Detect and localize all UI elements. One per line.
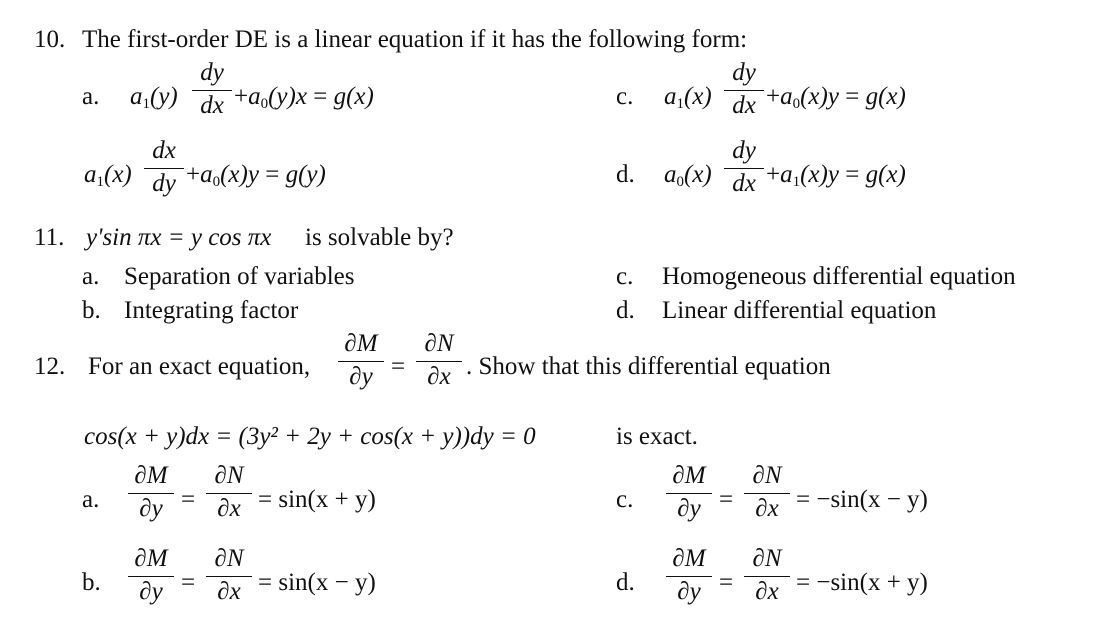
q12-a-equals: =	[181, 486, 196, 513]
q11-choice-c-label: c.	[616, 263, 634, 290]
q10-b-rhs: $+a_0(x)y = g(y)$	[186, 161, 326, 190]
q10-c-dydx: dy dx	[722, 60, 766, 122]
q12-number: 12.	[34, 353, 66, 380]
q12-a-rhs: = sin(x + y)	[258, 486, 376, 513]
q12-equation-suffix: is exact.	[616, 423, 698, 450]
q12-choice-a-label: a.	[82, 486, 100, 513]
q12-c-dMdy: ∂M ∂y	[664, 463, 714, 525]
q12-b-dMdy: ∂M ∂y	[126, 546, 176, 608]
q12-prefix: For an exact equation,	[88, 353, 311, 380]
q12-equals: =	[391, 353, 406, 380]
q10-choice-a-label: a.	[82, 83, 100, 110]
q11-choice-d-label: d.	[616, 297, 635, 324]
q10-choice-c-label: c.	[616, 83, 634, 110]
q11-suffix: is solvable by?	[305, 224, 454, 251]
q12-d-equals: =	[719, 569, 734, 596]
q10-d-lhs: $a_0(x)$	[664, 161, 712, 190]
q11-choice-a-label: a.	[82, 263, 100, 290]
q12-b-equals: =	[181, 569, 196, 596]
q11-choice-d-text: Linear differential equation	[662, 297, 937, 324]
q12-c-equals: =	[719, 486, 734, 513]
q12-d-dMdy: ∂M ∂y	[664, 546, 714, 608]
q11-number: 11.	[34, 224, 65, 251]
q12-b-dNdx: ∂N ∂x	[204, 546, 254, 608]
q10-choice-d-label: d.	[616, 161, 635, 188]
q12-dMdy: ∂M ∂y	[336, 331, 386, 393]
q11-equation: y'sin πx = y cos πx	[86, 224, 272, 251]
q11-choice-b-label: b.	[82, 297, 101, 324]
q12-equation: cos(x + y)dx = (3y² + 2y + cos(x + y))dy = 0	[84, 423, 536, 450]
q12-c-rhs: = −sin(x − y)	[796, 486, 928, 513]
q10-number: 10.	[34, 26, 66, 53]
q12-choice-c-label: c.	[616, 486, 634, 513]
q10-a-lhs: $a_1(y)$	[130, 83, 178, 112]
q12-d-rhs: = −sin(x + y)	[796, 569, 928, 596]
q10-prompt: The first-order DE is a linear equation if it has the following form:	[82, 26, 748, 53]
q12-a-dMdy: ∂M ∂y	[126, 463, 176, 525]
q12-choice-b-label: b.	[82, 569, 101, 596]
q11-choice-c-text: Homogeneous differential equation	[662, 263, 1016, 290]
q10-a-rhs: $+a_0(y)x = g(x)$	[234, 83, 374, 112]
q12-choice-d-label: d.	[616, 569, 635, 596]
q12-suffix: . Show that this differential equation	[466, 353, 831, 380]
q11-choice-b-text: Integrating factor	[124, 297, 299, 324]
q10-a-dydx: dy dx	[190, 60, 234, 122]
q12-dNdx: ∂N ∂x	[414, 331, 464, 393]
q12-c-dNdx: ∂N ∂x	[742, 463, 792, 525]
q12-a-dNdx: ∂N ∂x	[204, 463, 254, 525]
q10-d-rhs: $+a_1(x)y = g(x)$	[766, 161, 906, 190]
q10-b-lhs: $a_1(x)$	[84, 161, 132, 190]
q10-b-dxdy: dx dy	[142, 138, 186, 200]
q11-choice-a-text: Separation of variables	[124, 263, 355, 290]
q10-c-rhs: $+a_0(x)y = g(x)$	[766, 83, 906, 112]
q12-b-rhs: = sin(x − y)	[258, 569, 376, 596]
q12-d-dNdx: ∂N ∂x	[742, 546, 792, 608]
q10-d-dydx: dy dx	[722, 138, 766, 200]
q10-c-lhs: $a_1(x)$	[664, 83, 712, 112]
